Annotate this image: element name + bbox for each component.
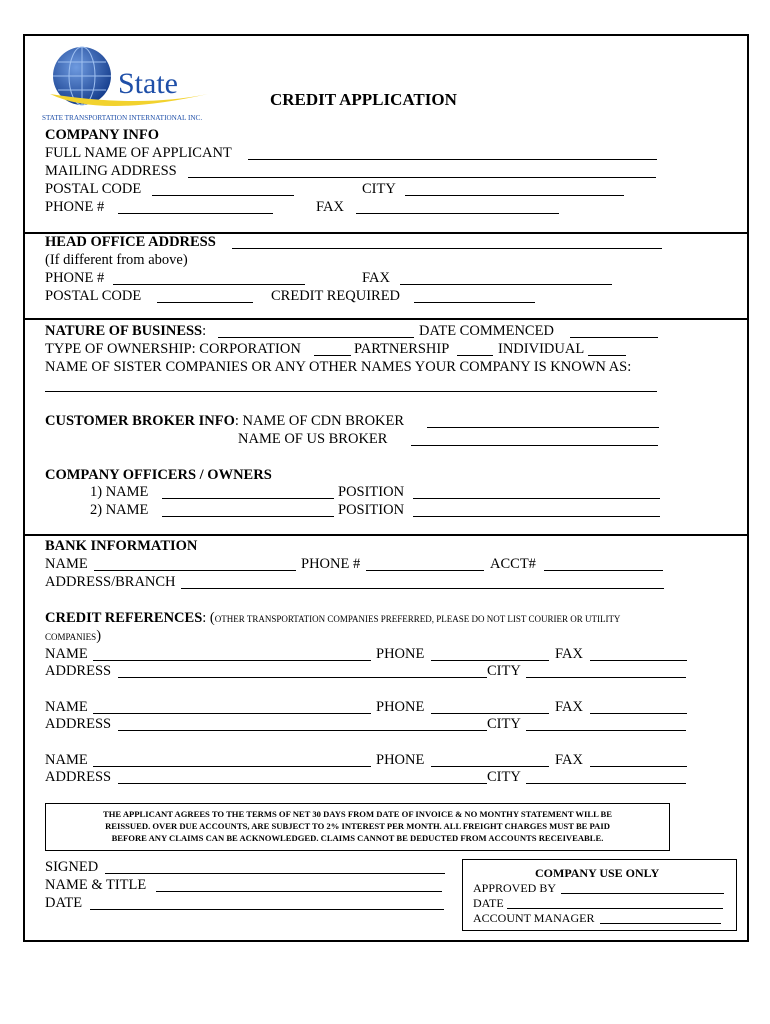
fax-label: FAX [316, 199, 344, 215]
company-info-heading: COMPANY INFO [45, 127, 159, 143]
individual-label: INDIVIDUAL [498, 341, 585, 357]
ref-1-phone-field[interactable] [431, 660, 549, 661]
references-note-close: ) [96, 628, 102, 644]
ref-3-city-label: CITY [487, 769, 521, 785]
postal-code-field[interactable] [152, 195, 294, 196]
postal-code-label: POSTAL CODE [45, 181, 142, 197]
officer-1-position-field[interactable] [413, 498, 660, 499]
ref-2-fax-label: FAX [555, 699, 583, 715]
officer-2-name-label: 2) NAME [90, 502, 149, 518]
bank-acct-field[interactable] [544, 570, 663, 571]
ref-2-address-field[interactable] [118, 730, 487, 731]
name-title-label: NAME & TITLE [45, 877, 147, 893]
signature-date-label: DATE [45, 895, 83, 911]
officer-2-position-field[interactable] [413, 516, 660, 517]
ref-3-phone-label: PHONE [376, 752, 425, 768]
mailing-address-field[interactable] [188, 177, 656, 178]
bank-phone-label: PHONE # [301, 556, 361, 572]
approved-by-field[interactable] [561, 893, 724, 894]
ref-2-city-field[interactable] [526, 730, 686, 731]
sister-companies-field[interactable] [45, 391, 657, 392]
section-divider-bank [23, 534, 749, 536]
us-broker-field[interactable] [411, 445, 658, 446]
us-broker-label: NAME OF US BROKER [238, 431, 388, 447]
ref-2-phone-label: PHONE [376, 699, 425, 715]
ref-1-name-label: NAME [45, 646, 88, 662]
head-office-heading: HEAD OFFICE ADDRESS [45, 234, 216, 250]
credit-required-field[interactable] [414, 302, 535, 303]
ref-3-address-label: ADDRESS [45, 769, 112, 785]
ref-3-fax-label: FAX [555, 752, 583, 768]
references-heading: CREDIT REFERENCES [45, 610, 203, 626]
partnership-label: PARTNERSHIP [354, 341, 450, 357]
individual-field[interactable] [588, 355, 626, 356]
mailing-address-label: MAILING ADDRESS [45, 163, 177, 179]
officer-1-position-label: POSITION [338, 484, 405, 500]
cdn-broker-field[interactable] [427, 427, 659, 428]
date-commenced-field[interactable] [570, 337, 658, 338]
bank-acct-label: ACCT# [490, 556, 536, 572]
terms-line-1: THE APPLICANT AGREES TO THE TERMS OF NET 30 DAYS FROM DATE OF INVOICE & NO MONTHY STATEMENT WILL BE [103, 809, 612, 819]
terms-line-3: BEFORE ANY CLAIMS CAN BE ACKNOWLEDGED. CLAIMS CANNOT BE DEDUCTED FROM ACCOUNTS RECEIVEABLE. [111, 833, 604, 843]
officer-2-name-field[interactable] [162, 516, 334, 517]
head-office-address-field[interactable] [232, 248, 662, 249]
ref-3-address-field[interactable] [118, 783, 487, 784]
ref-2-fax-field[interactable] [590, 713, 687, 714]
globe-logo-icon [40, 38, 220, 124]
ref-3-name-field[interactable] [93, 766, 371, 767]
city-label: CITY [362, 181, 396, 197]
officer-1-name-field[interactable] [162, 498, 334, 499]
full-name-label: FULL NAME OF APPLICANT [45, 145, 232, 161]
ref-1-city-field[interactable] [526, 677, 686, 678]
ref-1-address-label: ADDRESS [45, 663, 112, 679]
ref-3-name-label: NAME [45, 752, 88, 768]
section-divider-business [23, 318, 749, 320]
nature-of-business-line [45, 323, 206, 340]
corporation-field[interactable] [314, 355, 351, 356]
head-office-phone-field[interactable] [113, 284, 305, 285]
references-note-line2: COMPANIES [45, 632, 97, 642]
date-commenced-label: DATE COMMENCED [419, 323, 554, 339]
head-office-fax-field[interactable] [400, 284, 612, 285]
head-office-fax-label: FAX [362, 270, 390, 286]
logo-tagline: STATE TRANSPORTATION INTERNATIONAL INC. [42, 114, 203, 122]
terms-line-2: REISSUED. OVER DUE ACCOUNTS, ARE SUBJECT TO 2% INTEREST PER MONTH. ALL FREIGHT CHARGES MUST BE PAID [105, 821, 610, 831]
references-note-line2-wrap [45, 628, 101, 646]
company-use-box [462, 859, 737, 931]
account-manager-field[interactable] [600, 923, 721, 924]
signed-label: SIGNED [45, 859, 99, 875]
officers-heading: COMPANY OFFICERS / OWNERS [45, 467, 272, 483]
head-office-postal-field[interactable] [157, 302, 253, 303]
signed-field[interactable] [105, 873, 445, 874]
partnership-field[interactable] [457, 355, 493, 356]
bank-name-label: NAME [45, 556, 88, 572]
officer-1-name-label: 1) NAME [90, 484, 149, 500]
broker-line [45, 413, 404, 430]
approved-by-label: APPROVED BY [473, 881, 557, 895]
bank-phone-field[interactable] [366, 570, 484, 571]
credit-required-label: CREDIT REQUIRED [271, 288, 401, 304]
name-title-field[interactable] [156, 891, 442, 892]
ref-3-fax-field[interactable] [590, 766, 687, 767]
head-office-phone-label: PHONE # [45, 270, 105, 286]
sister-companies-label: NAME OF SISTER COMPANIES OR ANY OTHER NAMES YOUR COMPANY IS KNOWN AS: [45, 359, 632, 375]
broker-heading: CUSTOMER BROKER INFO [45, 413, 235, 429]
head-office-postal-label: POSTAL CODE [45, 288, 142, 304]
references-heading-line [45, 610, 620, 628]
nature-of-business-field[interactable] [218, 337, 414, 338]
company-use-heading: COMPANY USE ONLY [535, 866, 660, 880]
ref-1-name-field[interactable] [93, 660, 371, 661]
cdn-broker-label: : NAME OF CDN BROKER [234, 413, 405, 429]
ref-3-phone-field[interactable] [431, 766, 549, 767]
nature-of-business-label: NATURE OF BUSINESS [45, 323, 203, 339]
phone-label: PHONE # [45, 199, 105, 215]
ref-2-name-label: NAME [45, 699, 88, 715]
company-use-date-field[interactable] [507, 908, 723, 909]
ref-2-address-label: ADDRESS [45, 716, 112, 732]
account-manager-label: ACCOUNT MANAGER [473, 911, 595, 925]
bank-heading: BANK INFORMATION [45, 538, 198, 554]
page-title: CREDIT APPLICATION [270, 90, 457, 109]
ref-1-fax-field[interactable] [590, 660, 687, 661]
full-name-field[interactable] [248, 159, 657, 160]
company-use-date-label: DATE [473, 896, 504, 910]
city-field[interactable] [405, 195, 624, 196]
fax-field[interactable] [356, 213, 559, 214]
ref-2-name-field[interactable] [93, 713, 371, 714]
ref-3-city-field[interactable] [526, 783, 686, 784]
references-note-line1: OTHER TRANSPORTATION COMPANIES PREFERRED, PLEASE DO NOT LIST COURIER OR UTILITY [214, 614, 621, 624]
ownership-corporation-label: TYPE OF OWNERSHIP: CORPORATION [45, 341, 301, 357]
ref-1-fax-label: FAX [555, 646, 583, 662]
logo-wordmark: State [118, 67, 178, 100]
ref-1-phone-label: PHONE [376, 646, 425, 662]
signature-date-field[interactable] [90, 909, 444, 910]
company-logo [40, 38, 220, 124]
officer-2-position-label: POSITION [338, 502, 405, 518]
head-office-note: (If different from above) [45, 252, 188, 268]
ref-1-city-label: CITY [487, 663, 521, 679]
phone-field[interactable] [118, 213, 273, 214]
nature-colon: : [202, 323, 207, 339]
ref-2-city-label: CITY [487, 716, 521, 732]
bank-address-label: ADDRESS/BRANCH [45, 574, 176, 590]
references-note-open: : ( [202, 610, 215, 626]
ref-1-address-field[interactable] [118, 677, 487, 678]
terms-notice [45, 803, 670, 851]
ref-2-phone-field[interactable] [431, 713, 549, 714]
bank-name-field[interactable] [94, 570, 296, 571]
bank-address-field[interactable] [181, 588, 664, 589]
